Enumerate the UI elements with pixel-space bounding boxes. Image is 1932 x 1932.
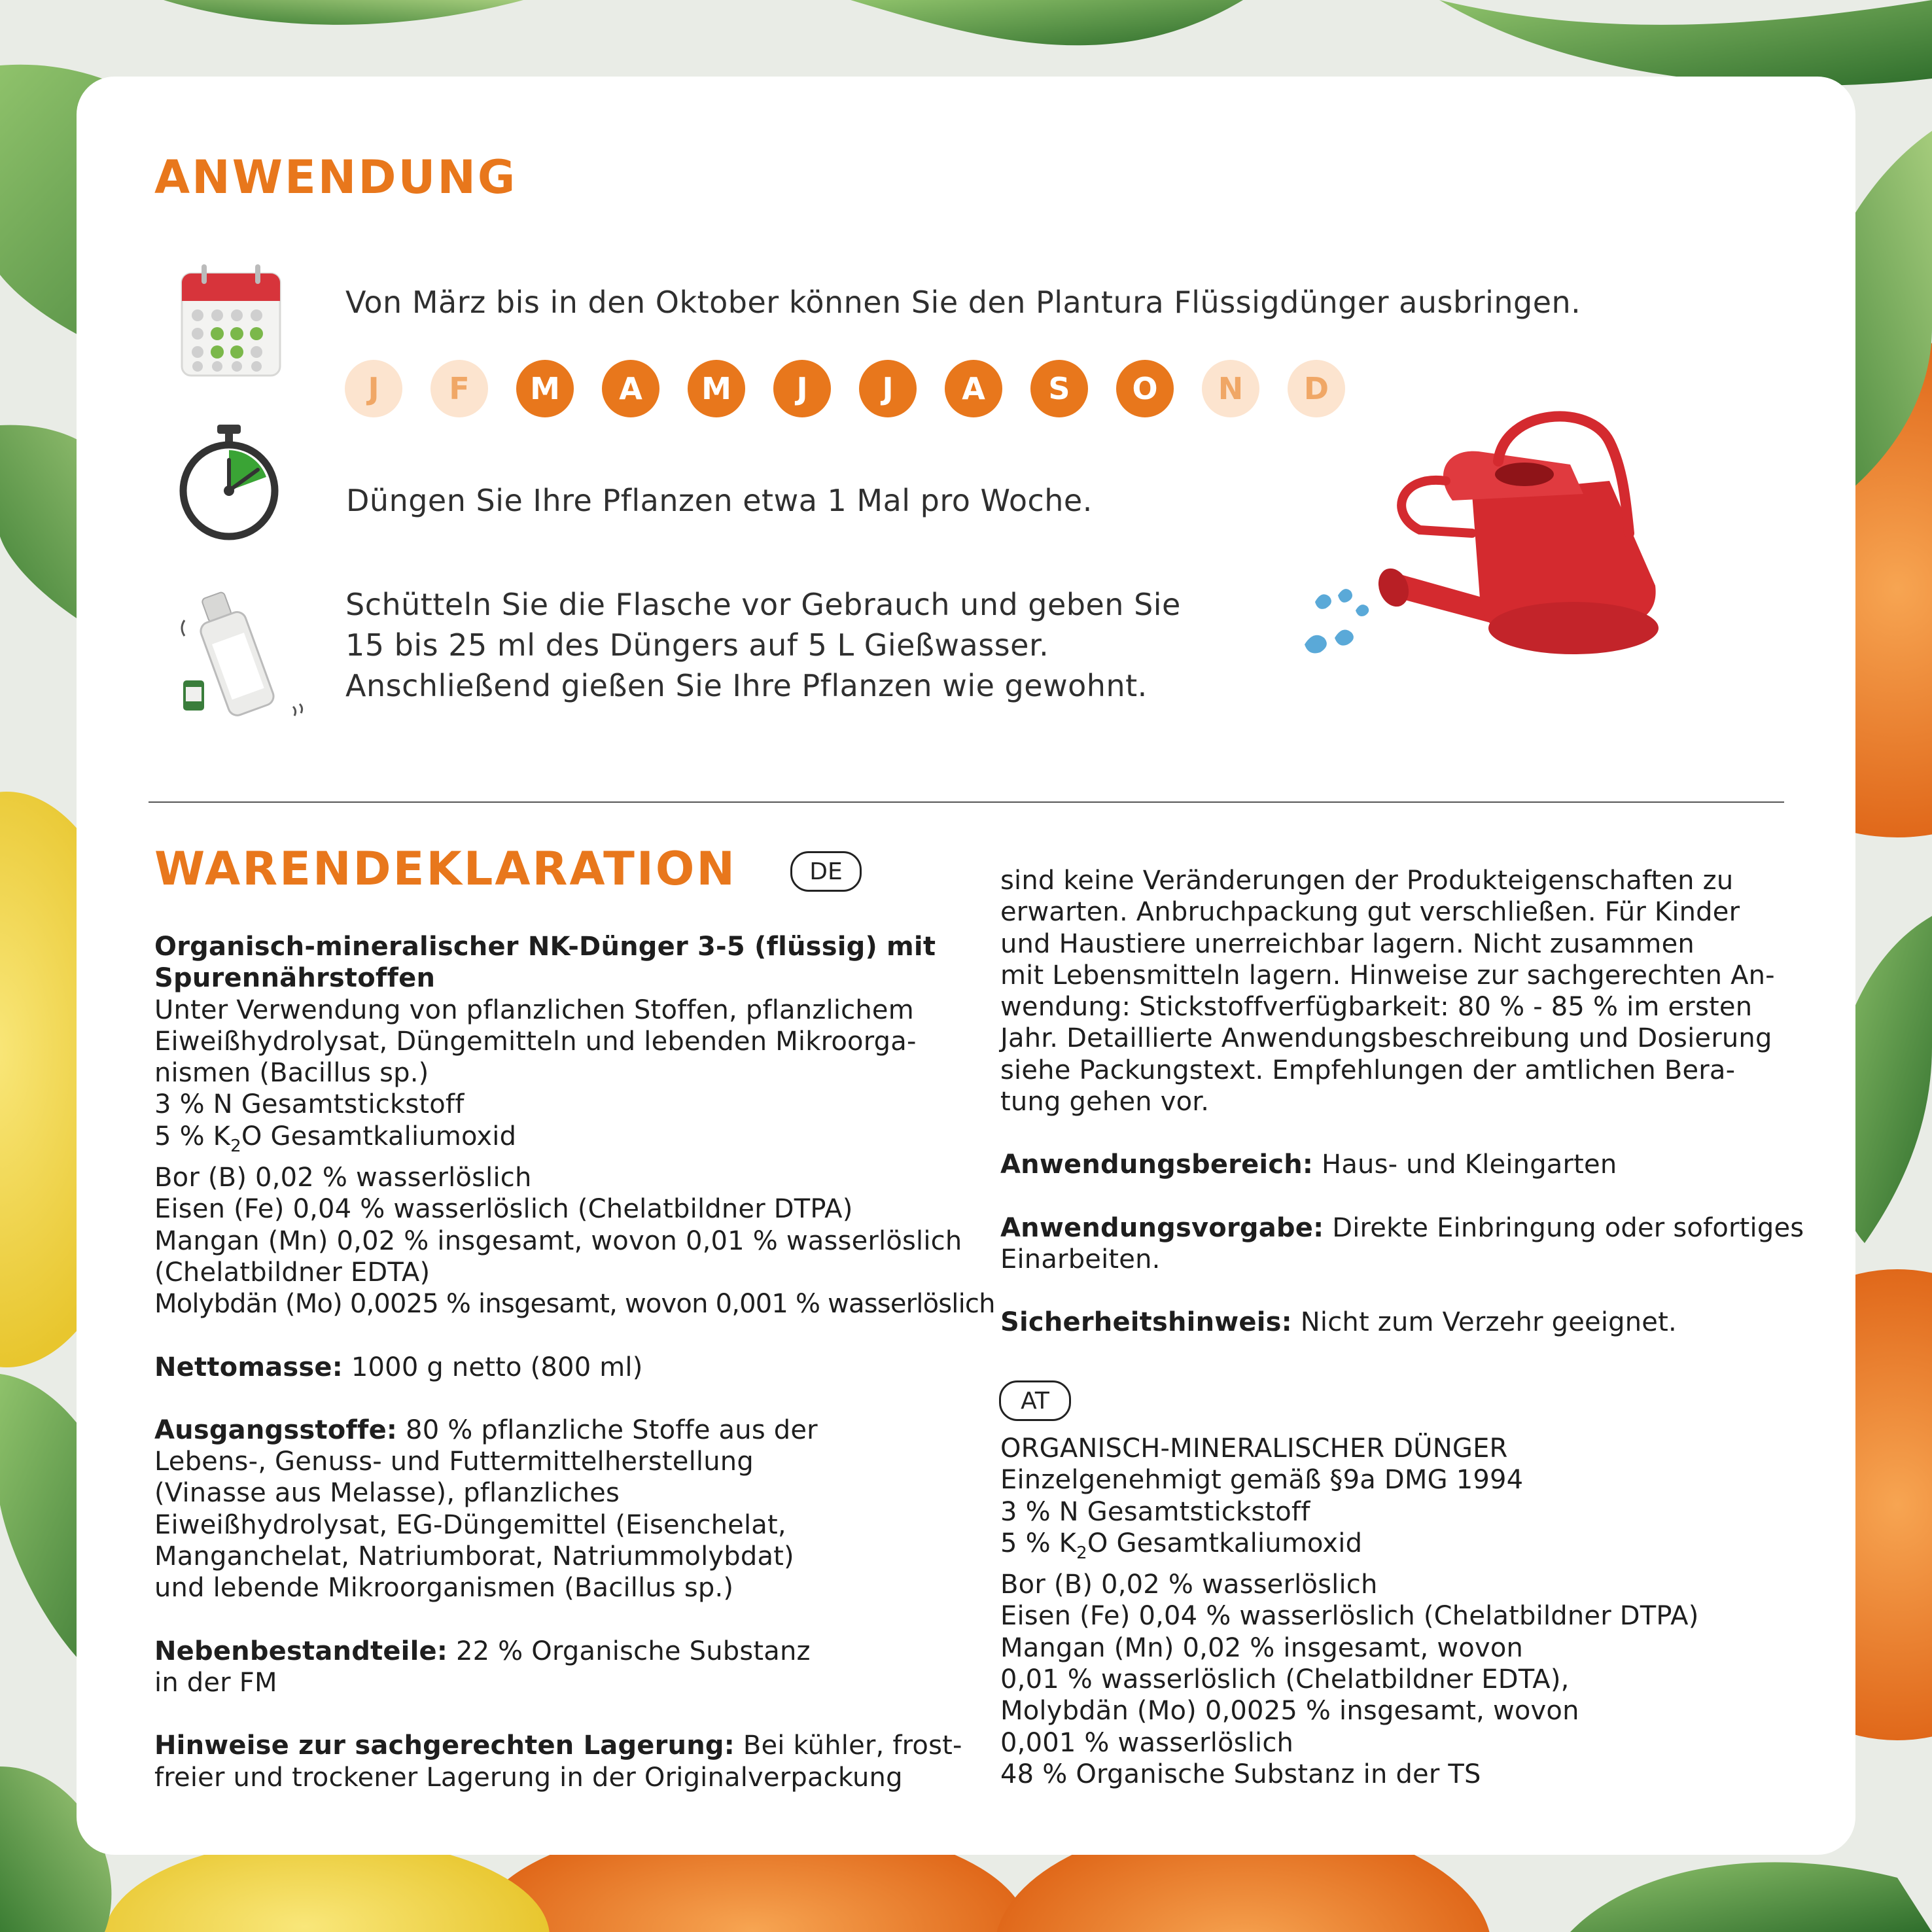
de-k2o-line [154,1121,995,1162]
nettomasse [154,1352,995,1383]
at-k2o-line [1000,1528,1699,1569]
anwendungsbereich [1000,1149,1804,1180]
anwendungsvorgabe-value: Direkte Einbringung oder sofortiges [1324,1212,1804,1243]
anwendungsvorgabe-line: Einarbeiten. [1000,1244,1161,1274]
de-line: nismen (Bacillus sp.) [154,1058,429,1089]
nettomasse-value: 1000 g netto (800 ml) [342,1352,643,1382]
nebenbestandteile [154,1636,995,1667]
at-line: 0,001 % wasserlöslich [1000,1727,1294,1758]
right-line: wendung: Stickstoffverfügbarkeit: 80 % - 85 % im ersten [1000,992,1753,1023]
right-line: sind keine Veränderungen der Produkteigenschaften zu [1000,866,1734,896]
at-k2o-post: O Gesamtkaliumoxid [1087,1528,1363,1558]
de-line: Molybdän (Mo) 0,0025 % insgesamt, wovon 0,001 % wasserlöslich [154,1289,995,1320]
declaration-left-column [154,931,995,1793]
nebenbestandteile-value: 22 % Organische Substanz [448,1636,811,1666]
lagerung-value: Bei kühler, frost- [734,1730,962,1761]
de-line: 3 % N Gesamtstickstoff [154,1089,465,1120]
month-apr: A [602,360,659,417]
sicherheitshinweis [1000,1307,1804,1338]
calendar-text: Von März bis in den Oktober können Sie den Plantura Flüssigdünger ausbringen. [345,285,1581,320]
at-line: 3 % N Gesamtstickstoff [1000,1496,1310,1527]
k2o-subscript: 2 [230,1136,241,1156]
nebenbestandteile-label: Nebenbestandteile: [154,1636,448,1666]
sicherheit-label: Sicherheitshinweis: [1000,1307,1292,1338]
bottle-shake-icon [177,589,324,723]
ausgangsstoffe-value: 80 % pflanzliche Stoffe aus der [397,1414,818,1445]
stopwatch-icon [177,422,281,543]
month-jul: J [859,360,917,417]
at-line: Molybdän (Mo) 0,0025 % insgesamt, wovon [1000,1696,1579,1727]
dosage-line-1: Schütteln Sie die Flasche vor Gebrauch und geben Sie [345,587,1181,622]
de-line: Eiweißhydrolysat, Düngemitteln und lebenden Mikroorga- [154,1026,917,1057]
product-title-line-1: Organisch-mineralischer NK-Dünger 3-5 (flüssig) mit [154,932,936,962]
at-line: 0,01 % wasserlöslich (Chelatbildner EDTA), [1000,1664,1570,1695]
de-line: (Chelatbildner EDTA) [154,1257,430,1288]
at-k2o-pre: 5 % K [1000,1528,1077,1558]
month-jun: J [773,360,831,417]
right-line: mit Lebensmitteln lagern. Hinweise zur sachgerechten An- [1000,960,1775,991]
nettomasse-label: Nettomasse: [154,1352,343,1382]
k2o-post: O Gesamtkaliumoxid [241,1121,517,1151]
k2o-pre: 5 % K [154,1121,231,1151]
country-badge-de: DE [790,851,862,892]
right-line: und Haustiere unerreichbar lagern. Nicht zusammen [1000,928,1695,959]
ausgangsstoffe [154,1414,995,1446]
at-line: Bor (B) 0,02 % wasserlöslich [1000,1570,1378,1600]
at-k2o-subscript: 2 [1076,1543,1087,1563]
right-line: erwarten. Anbruchpackung gut verschließen. Für Kinder [1000,897,1740,928]
dosage-text [345,584,1181,706]
lagerung-label: Hinweise zur sachgerechten Lagerung: [154,1730,735,1761]
month-oct: O [1116,360,1174,417]
lagerung [154,1730,995,1761]
month-nov: N [1202,360,1259,417]
right-line: siehe Packungstext. Empfehlungen der amtlichen Bera- [1000,1055,1736,1085]
declaration-at-block [1000,1433,1699,1790]
sicherheit-value: Nicht zum Verzehr geeignet. [1291,1307,1677,1338]
month-may: M [688,360,745,417]
ausgangsstoffe-line: Lebens-, Genuss- und Futtermittelherstellung [154,1447,754,1477]
month-indicator-row [345,360,1345,417]
month-dec: D [1288,360,1345,417]
de-line: Bor (B) 0,02 % wasserlöslich [154,1163,532,1193]
month-feb: F [430,360,488,417]
right-line: Jahr. Detaillierte Anwendungsbeschreibung und Dosierung [1000,1023,1772,1054]
de-line: Mangan (Mn) 0,02 % insgesamt, wovon 0,01 % wasserlöslich [154,1225,962,1256]
warendeklaration-heading: WARENDEKLARATION [154,842,737,896]
anwendungsvorgabe [1000,1212,1804,1244]
ausgangsstoffe-line: Manganchelat, Natriumborat, Natriummolybdat) [154,1541,794,1572]
anwendung-heading: ANWENDUNG [154,150,518,204]
ausgangsstoffe-line: (Vinasse aus Melasse), pflanzliches [154,1478,620,1509]
at-line: ORGANISCH-MINERALISCHER DÜNGER [1000,1433,1508,1464]
anwendungsbereich-label: Anwendungsbereich: [1000,1150,1314,1180]
anwendungsvorgabe-label: Anwendungsvorgabe: [1000,1212,1324,1243]
month-jan: J [345,360,402,417]
anwendungsbereich-value: Haus- und Kleingarten [1313,1150,1617,1180]
at-line: Mangan (Mn) 0,02 % insgesamt, wovon [1000,1632,1524,1663]
at-line: Eisen (Fe) 0,04 % wasserlöslich (Chelatbildner DTPA) [1000,1601,1699,1632]
frequency-text: Düngen Sie Ihre Pflanzen etwa 1 Mal pro Woche. [346,483,1093,518]
section-divider [149,801,1784,803]
ausgangsstoffe-line: und lebende Mikroorganismen (Bacillus sp.) [154,1573,734,1604]
country-badge-at: AT [999,1380,1071,1421]
declaration-right-column [1000,865,1804,1339]
right-line: tung gehen vor. [1000,1087,1210,1117]
product-title-line-2: Spurennährstoffen [154,963,436,994]
calendar-icon [178,262,284,379]
ausgangsstoffe-label: Ausgangsstoffe: [154,1414,398,1445]
month-aug: A [945,360,1002,417]
watering-can-illustration [1302,402,1688,690]
ausgangsstoffe-line: Eiweißhydrolysat, EG-Düngemittel (Eisenchelat, [154,1509,786,1540]
dosage-line-2: 15 bis 25 ml des Düngers auf 5 L Gießwasser. [345,627,1049,663]
lagerung-line: freier und trockener Lagerung in der Originalverpackung [154,1762,903,1793]
month-sep: S [1030,360,1088,417]
at-line: Einzelgenehmigt gemäß §9a DMG 1994 [1000,1465,1524,1496]
de-line: Unter Verwendung von pflanzlichen Stoffen, pflanzlichem [154,994,914,1025]
month-mar: M [516,360,574,417]
de-line: Eisen (Fe) 0,04 % wasserlöslich (Chelatbildner DTPA) [154,1194,853,1225]
nebenbestandteile-line: in der FM [154,1667,277,1698]
at-line: 48 % Organische Substanz in der TS [1000,1759,1481,1789]
dosage-line-3: Anschließend gießen Sie Ihre Pflanzen wie gewohnt. [345,668,1148,703]
